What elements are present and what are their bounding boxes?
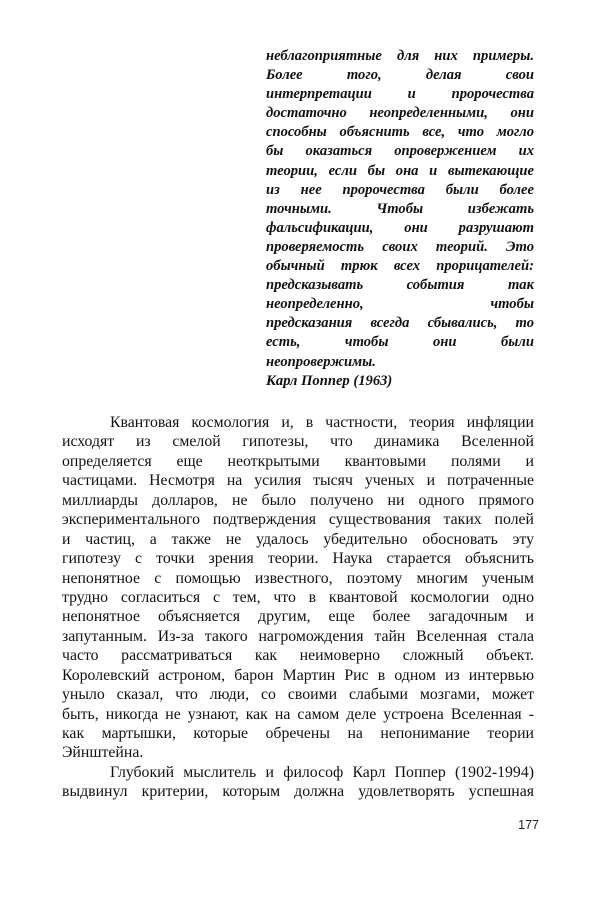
body-line: экспериментального подтверждения существования таких полей bbox=[62, 511, 534, 529]
epigraph-line: предсказывать события так bbox=[266, 277, 534, 294]
epigraph-quote bbox=[266, 47, 534, 391]
epigraph-line: из нее пророчества были более bbox=[266, 181, 534, 198]
body-line: Глубокий мыслитель и философ Карл Поппер (1902-1994) bbox=[110, 763, 534, 781]
epigraph-line: бы оказаться опровержением их bbox=[266, 143, 534, 160]
body-line: уныло сказал, что люди, со своими слабыми мозгами, может bbox=[62, 686, 534, 704]
epigraph-line: теории, если бы она и вытекающие bbox=[266, 162, 534, 179]
epigraph-line: точными. Чтобы избежать bbox=[266, 200, 534, 217]
body-line: запутанным. Из-за такого нагромождения тайн Вселенная стала bbox=[62, 627, 534, 645]
body-line: исходят из смелой гипотезы, что динамика Вселенной bbox=[62, 433, 534, 451]
epigraph-line: неопределенно, чтобы bbox=[266, 296, 534, 313]
body-line: выдвинул критерии, которым должна удовлетворять успешная bbox=[62, 783, 534, 801]
body-line: Эйнштейна. bbox=[62, 744, 144, 762]
body-line: непонятное объясняется другим, еще более загадочным и bbox=[62, 608, 534, 626]
epigraph-line: неопровержимы. bbox=[266, 353, 376, 370]
body-line: частицами. Несмотря на усилия тысяч ученых и потраченные bbox=[62, 472, 534, 490]
body-line: и частиц, а также не удалось убедительно обосновать эту bbox=[62, 530, 534, 548]
epigraph-line: достаточно неопределенными, они bbox=[266, 105, 534, 122]
body-line: Королевский астроном, барон Мартин Рис в одном из интервью bbox=[62, 666, 534, 684]
body-line: определяется еще неоткрытыми квантовыми полями и bbox=[62, 452, 534, 470]
epigraph-line: способны объяснить все, что могло bbox=[266, 124, 534, 141]
body-line: гипотезу с точки зрения теории. Наука старается объяснить bbox=[62, 550, 534, 568]
epigraph-line: интерпретации и пророчества bbox=[266, 86, 534, 103]
epigraph-line: неблагоприятные для них примеры. bbox=[266, 48, 534, 64]
body-paragraphs bbox=[62, 413, 534, 802]
epigraph-line: есть, чтобы они были bbox=[266, 334, 534, 351]
page-number: 177 bbox=[518, 818, 539, 832]
epigraph-line: предсказания всегда сбывались, то bbox=[266, 315, 534, 332]
epigraph-attribution: Карл Поппер (1963) bbox=[266, 372, 393, 389]
body-line: Квантовая космология и, в частности, теория инфляции bbox=[110, 414, 534, 431]
body-line: как мартышки, которые обречены на непонимание теории bbox=[62, 725, 534, 742]
body-line: часто рассматриваться как неимоверно сложный объект. bbox=[62, 647, 534, 665]
epigraph-line: Более того, делая свои bbox=[266, 67, 534, 84]
epigraph-line: обычный трюк всех прорицателей: bbox=[266, 258, 534, 275]
epigraph-line: фальсификации, они разрушают bbox=[266, 219, 534, 236]
body-line: быть, никогда не узнают, как на самом деле устроена Вселенная - bbox=[62, 705, 534, 723]
epigraph-line: проверяемость своих теорий. Это bbox=[266, 238, 534, 255]
body-line: трудно согласиться с тем, что в квантовой космологии одно bbox=[62, 588, 534, 606]
body-line: миллиарды долларов, не было получено ни одного прямого bbox=[62, 491, 534, 509]
body-line: непонятное с помощью известного, поэтому многим ученым bbox=[62, 569, 534, 587]
